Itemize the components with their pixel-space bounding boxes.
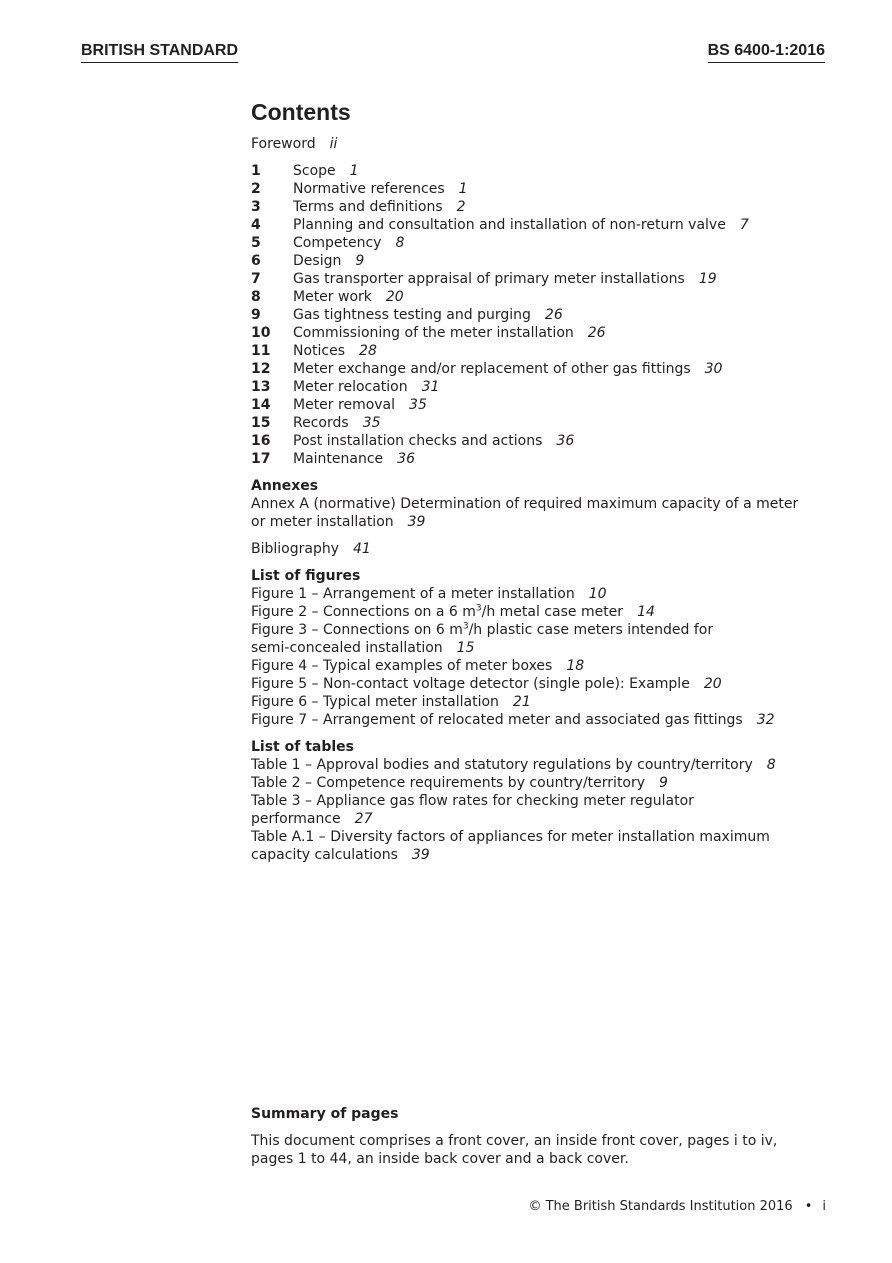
clause-number: 14 — [251, 397, 271, 413]
toc-entry-clause[interactable] — [251, 378, 831, 396]
table-title-line — [251, 810, 831, 828]
toc-page-number: 9 — [355, 253, 365, 269]
figure-title-line — [251, 693, 831, 711]
table-title-cont: performance — [251, 811, 341, 827]
clause-title-group — [293, 288, 404, 306]
clause-number: 13 — [251, 379, 271, 395]
clause-title-group — [293, 306, 563, 324]
toc-entry-clause[interactable] — [251, 324, 831, 342]
toc-page-number: 8 — [766, 757, 776, 773]
summary-text-line: This document comprises a front cover, an inside front cover, pages i to iv, — [251, 1133, 778, 1149]
toc-page-number: ii — [329, 136, 338, 152]
copyright-notice: © The British Standards Institution 2016 — [528, 1199, 793, 1214]
toc-page-number: 1 — [349, 163, 359, 179]
toc-page-number: 7 — [739, 217, 749, 233]
figure-title: Figure 4 – Typical examples of meter boxes — [251, 658, 553, 674]
toc-entry-clause[interactable] — [251, 252, 831, 270]
toc-entry-figure[interactable] — [251, 675, 831, 693]
clause-number: 7 — [251, 271, 261, 287]
clause-title: Meter exchange and/or replacement of other gas fittings — [293, 361, 691, 377]
annexes-heading: Annexes — [251, 478, 319, 494]
figures-heading: List of figures — [251, 568, 361, 584]
toc-entry-clause[interactable] — [251, 342, 831, 360]
header-document-number: BS 6400-1:2016 — [708, 41, 825, 63]
clause-number: 10 — [251, 325, 271, 341]
page-title: Contents — [251, 99, 351, 125]
summary-of-pages — [251, 1105, 831, 1168]
clause-title-group — [293, 342, 377, 360]
clause-number: 16 — [251, 433, 271, 449]
toc-entry-table[interactable] — [251, 774, 831, 792]
clause-number: 4 — [251, 217, 261, 233]
clause-title-group — [293, 270, 717, 288]
figure-title-cont: semi-concealed installation — [251, 640, 443, 656]
figure-title-line — [251, 675, 831, 693]
clause-title-group — [293, 234, 404, 252]
toc-page-number: 18 — [566, 658, 585, 674]
toc-entry-clause[interactable] — [251, 450, 831, 468]
table-title-line — [251, 792, 831, 810]
clause-number: 11 — [251, 343, 271, 359]
clause-title: Terms and definitions — [293, 199, 443, 215]
toc-entry-clause[interactable] — [251, 234, 831, 252]
toc-page-number: 26 — [587, 325, 606, 341]
toc-entry-figure[interactable] — [251, 693, 831, 711]
clause-number: 2 — [251, 181, 261, 197]
clause-number: 8 — [251, 289, 261, 305]
table-title: Table 2 – Competence requirements by country/territory — [251, 775, 646, 791]
figure-title-rest: /h plastic case meters intended for — [468, 622, 714, 638]
clause-title: Competency — [293, 235, 382, 251]
table-title: Table A.1 – Diversity factors of appliances for meter installation maximum — [251, 829, 770, 845]
table-title-line — [251, 756, 831, 774]
clause-title-group — [293, 414, 381, 432]
clause-number: 1 — [251, 163, 261, 179]
toc-entry-figure[interactable] — [251, 603, 831, 621]
toc-page-number: 36 — [397, 451, 415, 467]
toc-page-number: 19 — [698, 271, 717, 287]
table-title-line — [251, 828, 831, 846]
toc-entry-clause[interactable] — [251, 162, 831, 180]
figure-title: Figure 7 – Arrangement of relocated meter and associated gas fittings — [251, 712, 743, 728]
table-list — [251, 756, 831, 864]
clause-title-group — [293, 216, 749, 234]
toc-page-number: 39 — [411, 847, 430, 863]
table-title: Table 3 – Appliance gas flow rates for checking meter regulator — [251, 793, 694, 809]
clause-number: 5 — [251, 235, 261, 251]
figure-title: Figure 5 – Non-contact voltage detector (single pole): Example — [251, 676, 690, 692]
toc-page-number: 21 — [512, 694, 531, 710]
toc-page-number: 32 — [756, 712, 775, 728]
toc-entry-clause[interactable] — [251, 288, 831, 306]
clause-title: Meter relocation — [293, 379, 408, 395]
page-number: i — [822, 1199, 826, 1214]
table-title: Table 1 – Approval bodies and statutory regulations by country/territory — [251, 757, 753, 773]
tables-heading: List of tables — [251, 739, 354, 755]
toc-entry-clause[interactable] — [251, 180, 831, 198]
clause-title: Post installation checks and actions — [293, 433, 543, 449]
toc-page-number: 39 — [407, 514, 426, 530]
table-title-line — [251, 846, 831, 864]
toc-entry-bibliography[interactable] — [251, 540, 831, 558]
figure-title: Figure 1 – Arrangement of a meter installation — [251, 586, 575, 602]
bullet-separator: • — [804, 1199, 813, 1214]
figure-list — [251, 585, 831, 729]
toc-entry-clause[interactable] — [251, 306, 831, 324]
clause-title-group — [293, 252, 364, 270]
toc-entry-clause[interactable] — [251, 270, 831, 288]
toc-entry-clause[interactable] — [251, 414, 831, 432]
toc-page-number: 10 — [588, 586, 607, 602]
toc-entry-figure[interactable] — [251, 711, 831, 729]
header-standard-label: BRITISH STANDARD — [81, 41, 238, 63]
toc-page-number: 26 — [544, 307, 563, 323]
clause-title-group — [293, 396, 427, 414]
annex-title-cont: or meter installation — [251, 514, 394, 530]
toc-page-number: 1 — [458, 181, 468, 197]
clause-title-group — [293, 450, 415, 468]
clause-title-group — [293, 432, 574, 450]
figure-title-rest: /h metal case meter — [481, 604, 624, 620]
figure-title-line — [251, 603, 831, 621]
toc-entry-clause[interactable] — [251, 216, 831, 234]
toc-page-number: 2 — [456, 199, 466, 215]
clause-title: Scope — [293, 163, 336, 179]
table-title-cont: capacity calculations — [251, 847, 398, 863]
clause-title-group — [293, 360, 722, 378]
clause-number: 6 — [251, 253, 261, 269]
figure-title-line — [251, 711, 831, 729]
clause-title: Planning and consultation and installation of non-return valve — [293, 217, 726, 233]
toc-entry-clause[interactable] — [251, 198, 831, 216]
clause-title: Meter work — [293, 289, 372, 305]
figure-title: Figure 3 – Connections on 6 m — [251, 622, 463, 638]
annex-list — [251, 495, 831, 531]
clause-number: 15 — [251, 415, 271, 431]
toc-page-number: 31 — [421, 379, 440, 395]
clause-number: 17 — [251, 451, 271, 467]
toc-page-number: 30 — [704, 361, 723, 377]
clause-number: 9 — [251, 307, 261, 323]
clause-title: Maintenance — [293, 451, 384, 467]
toc-entry-label: Bibliography — [251, 541, 339, 557]
clause-title-group — [293, 162, 359, 180]
summary-text-line: pages 1 to 44, an inside back cover and a back cover. — [251, 1151, 629, 1167]
toc-entry-annex[interactable] — [251, 495, 831, 531]
toc-entry-table[interactable] — [251, 828, 831, 864]
clause-title: Meter removal — [293, 397, 396, 413]
clause-title: Records — [293, 415, 349, 431]
toc-page-number: 28 — [359, 343, 377, 359]
clause-number: 3 — [251, 199, 261, 215]
clause-title: Notices — [293, 343, 346, 359]
figure-title: Figure 2 – Connections on a 6 m — [251, 604, 476, 620]
table-title-line — [251, 774, 831, 792]
clause-title-group — [293, 378, 439, 396]
contents-section — [251, 98, 831, 864]
toc-page-number: 14 — [637, 604, 655, 620]
toc-page-number: 27 — [354, 811, 373, 827]
clause-list — [251, 162, 831, 468]
figure-title-line — [251, 657, 831, 675]
figure-title-line — [251, 621, 831, 639]
toc-entry-figure[interactable] — [251, 657, 831, 675]
summary-heading: Summary of pages — [251, 1106, 399, 1122]
toc-page-number: 35 — [409, 397, 427, 413]
toc-entry-foreword[interactable] — [251, 135, 831, 153]
toc-entry-clause[interactable] — [251, 360, 831, 378]
toc-page-number: 20 — [385, 289, 404, 305]
toc-entry-figure[interactable] — [251, 585, 831, 603]
page-footer — [528, 1199, 826, 1215]
clause-title-group — [293, 324, 606, 342]
clause-number: 12 — [251, 361, 271, 377]
toc-page-number: 9 — [659, 775, 668, 791]
toc-page-number: 20 — [703, 676, 722, 692]
toc-page-number: 8 — [395, 235, 405, 251]
toc-entry-table[interactable] — [251, 792, 831, 828]
figure-title: Figure 6 – Typical meter installation — [251, 694, 499, 710]
clause-title: Commissioning of the meter installation — [293, 325, 574, 341]
clause-title: Normative references — [293, 181, 445, 197]
toc-page-number: 15 — [456, 640, 475, 656]
clause-title: Gas tightness testing and purging — [293, 307, 531, 323]
toc-entry-figure[interactable] — [251, 621, 831, 657]
clause-title: Design — [293, 253, 342, 269]
clause-title-group — [293, 180, 468, 198]
figure-title-line — [251, 639, 831, 657]
toc-page-number: 36 — [556, 433, 575, 449]
toc-entry-label: Foreword — [251, 136, 316, 152]
annex-title-line — [251, 513, 831, 531]
clause-title: Gas transporter appraisal of primary meter installations — [293, 271, 685, 287]
superscript: 3 — [462, 621, 469, 632]
clause-title-group — [293, 198, 466, 216]
toc-page-number: 41 — [353, 541, 371, 557]
toc-entry-clause[interactable] — [251, 432, 831, 450]
toc-entry-table[interactable] — [251, 756, 831, 774]
annex-title-line: Annex A (normative) Determination of required maximum capacity of a meter — [251, 496, 799, 512]
superscript: 3 — [475, 603, 482, 614]
figure-title-line — [251, 585, 831, 603]
toc-page-number: 35 — [362, 415, 381, 431]
toc-entry-clause[interactable] — [251, 396, 831, 414]
